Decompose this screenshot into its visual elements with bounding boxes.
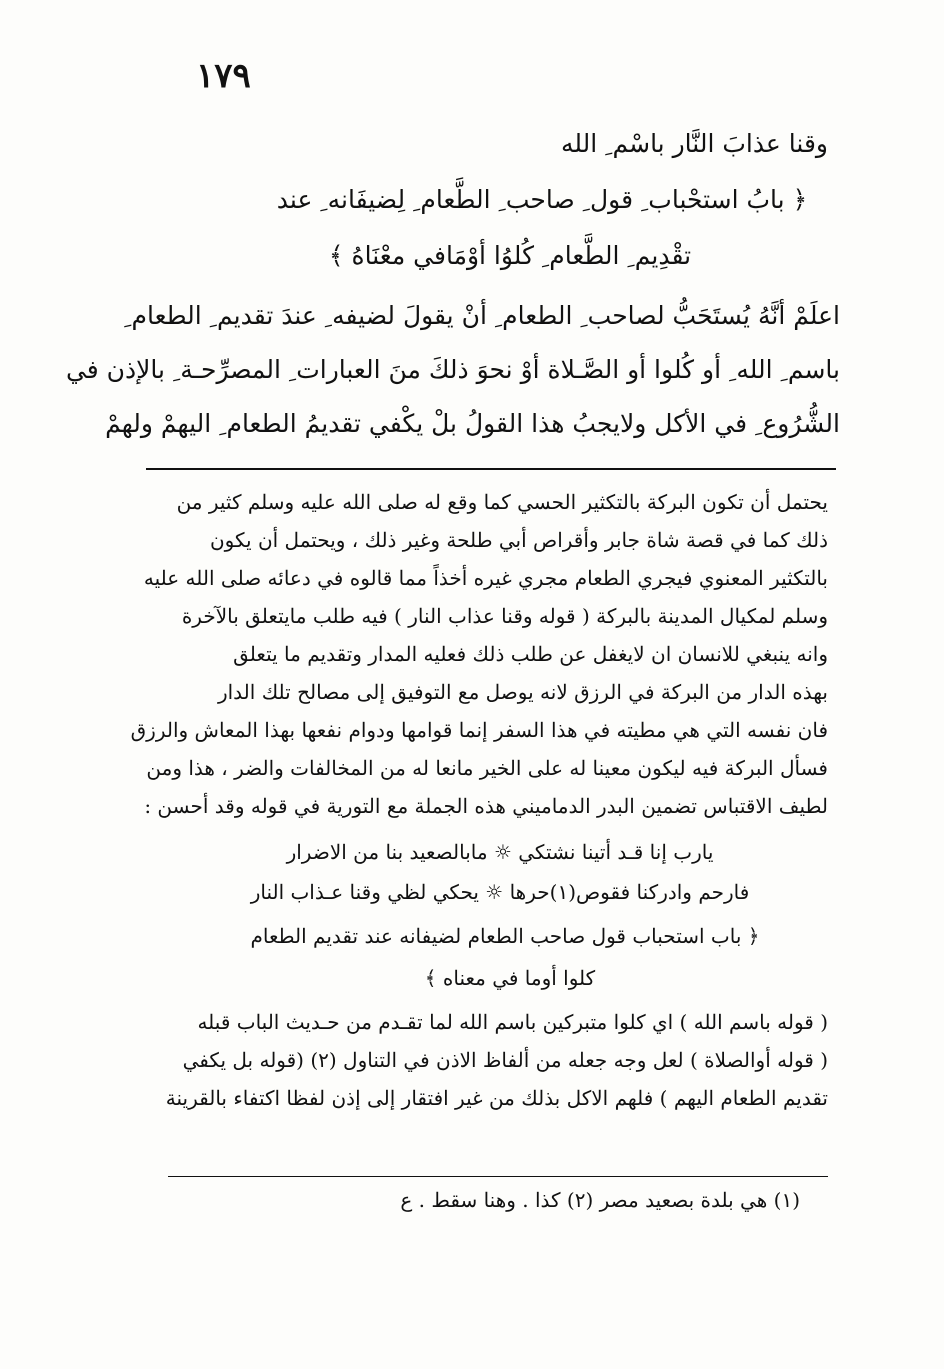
main-line: باسم ِ الله ِ أو كُلوا أو الصَّـلاة أوْ نحوَ ذلكَ منَ العبارات ِ المصرِّحـة ِ بالإذن في [65, 355, 840, 384]
commentary-line: لطيف الاقتباس تضمين البدر الدماميني هذه الجملة مع التورية في قوله وقد أحسن : [144, 794, 828, 818]
separator-rule [146, 468, 836, 470]
poem-verse: فارحم وادركنا فقوص(١)حرها ☼ يحكي لظي وقنا عـذاب النار [250, 880, 750, 904]
commentary-line: بهذه الدار من البركة في الرزق لانه يوصل مع التوفيق إلى مصالح تلك الدار [217, 680, 828, 704]
footnote: (١) هي بلدة بصعيد مصر (٢) كذا . وهنا سقط . ع [400, 1188, 800, 1212]
commentary-line: ( قوله باسم الله ) اي كلوا متبركين باسم الله لما تقـدم من حـديث الباب قبله [197, 1010, 828, 1034]
page-number: ١٧٩ [196, 56, 251, 96]
commentary-line: بالتكثير المعنوي فيجري الطعام مجري غيره أخذاً مما قالوه في دعائه صلى الله عليه [143, 566, 828, 590]
main-line: اعلَمْ أنَّهُ يُستَحَبُّ لصاحب ِ الطعام ِ أنْ يقولَ لضيفه ِ عندَ تقديم ِ الطعام ِ [124, 301, 840, 330]
chapter-heading: ﴿ باب استحباب قول صاحب الطعام لضيفانه عند تقديم الطعام [250, 924, 760, 948]
commentary-line: تقديم الطعام اليهم ) فلهم الاكل بذلك من غير افتقار إلى إذن لفظا اكتفاء بالقرينة [165, 1086, 828, 1110]
chapter-title-line: ﴿ بابُ استحْباب ِ قول ِ صاحب ِ الطَّعام ِ لِضيفَانه ِ عند [276, 185, 808, 214]
main-line: وقنا عذابَ النَّار باسْم ِ الله [560, 129, 828, 158]
commentary-line: ذلك كما في قصة شاة جابر وأقراص أبي طلحة وغير ذلك ، ويحتمل أن يكون [209, 528, 828, 552]
main-line: الشُّرُوع ِ في الأكل ولايجبُ هذا القولُ بلْ يكْفي تقديمُ الطعام ِ اليهمْ ولهمْ [105, 409, 840, 438]
commentary-line: ( قوله أوالصلاة ) لعل وجه جعله من ألفاظ الاذن في التناول (٢) (قوله بل يكفي [182, 1048, 828, 1072]
chapter-heading: كلوا أوما في معناه ﴾ [424, 966, 596, 990]
poem-verse: يارب إنا قـد أتينا نشتكي ☼ مابالصعيد بنا من الاضرار [286, 840, 714, 864]
commentary-line: فان نفسه التي هي مطيته في هذا السفر إنما قوامها ودوام نفعها بهذا المعاش والرزق [130, 718, 828, 742]
commentary-line: وانه ينبغي للانسان ان لايغفل عن طلب ذلك فعليه المدار وتقديم ما يتعلق [233, 642, 828, 666]
commentary-line: يحتمل أن تكون البركة بالتكثير الحسي كما وقع له صلى الله عليه وسلم كثير من [176, 490, 828, 514]
commentary-line: وسلم لمكيال المدينة بالبركة ( قوله وقنا عذاب النار ) فيه طلب مايتعلق بالآخرة [181, 604, 828, 628]
commentary-line: فسأل البركة فيه ليكون معينا له على الخير مانعا له من المخالفات والضر ، هذا ومن [146, 756, 828, 780]
chapter-title-line: تقْدِيم ِ الطَّعام ِ كُلوُا أوْمَافي معْنَاهُ ﴾ [328, 241, 692, 270]
footnote-rule [168, 1176, 828, 1177]
